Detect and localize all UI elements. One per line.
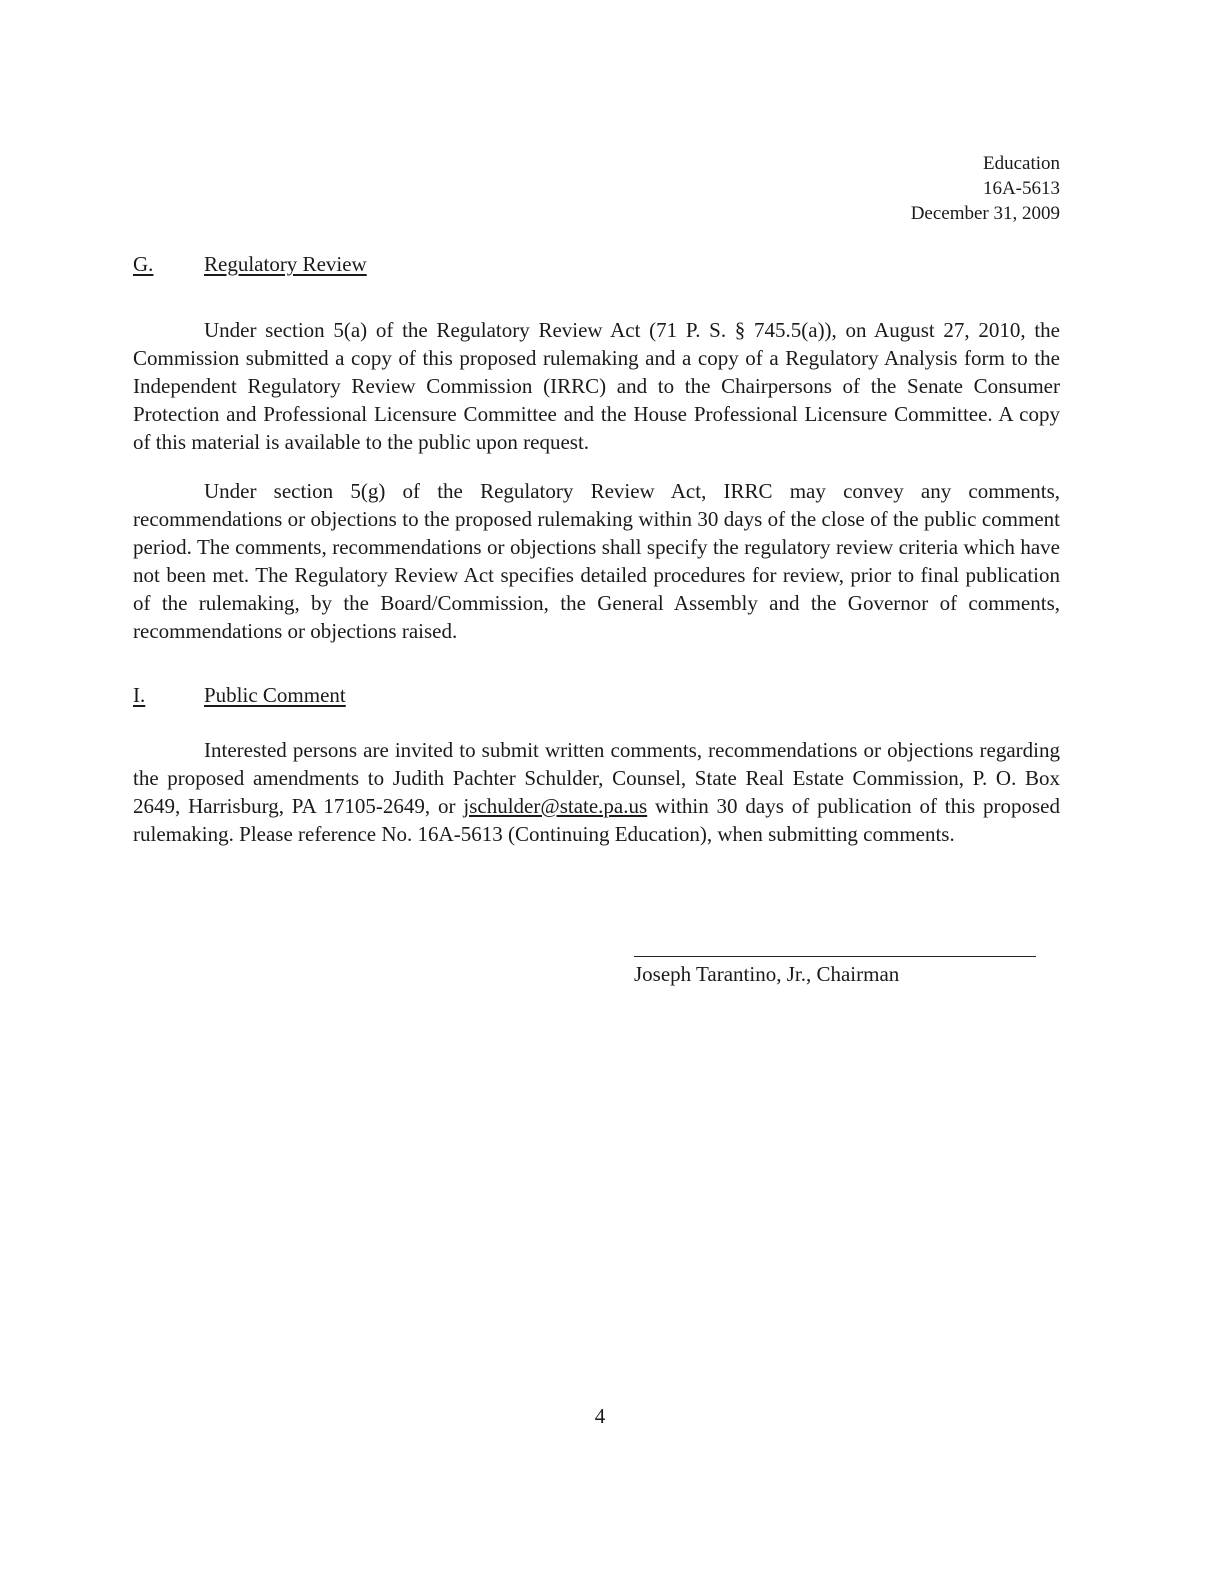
section-g-number: G. <box>133 252 154 276</box>
email-link[interactable]: jschulder@state.pa.us <box>463 794 648 818</box>
section-i-text-after-email: within 30 days of publication of this proposed rulemaking. Please reference No. 16A-5613 (Continuing Education), when submitting comments. <box>133 794 1060 846</box>
section-i-text-before-email: Interested persons are invited to submit written comments, recommendations or objections regarding the proposed amendments to Judith Pachter Schulder, Counsel, State Real Estate Commission, P. O. Box 2649, Harrisburg, PA 17105-2649, or <box>133 738 1060 818</box>
section-i-title: Public Comment <box>204 683 346 707</box>
header-date: December 31, 2009 <box>910 203 1060 224</box>
section-i-number: I. <box>133 683 146 707</box>
section-g-title: Regulatory Review <box>204 252 367 276</box>
section-g-paragraph-1: Under section 5(a) of the Regulatory Review Act (71 P. S. § 745.5(a)), on August 27, 2010, the Commission submitted a copy of this proposed rulemaking and a copy of a Regulatory Analysis form to the Independent Regulatory Review Commission (IRRC) and to the Chairpersons of the Senate Consumer Protection and Professional Licensure Committee and the House Professional Licensure Committee. A copy of this material is available to the public upon request. <box>133 318 1060 454</box>
page-number: 4 <box>594 1404 606 1428</box>
document-header <box>911 151 1060 226</box>
section-g-paragraph-2: Under section 5(g) of the Regulatory Review Act, IRRC may convey any comments, recommendations or objections to the proposed rulemaking within 30 days of the close of the public comment period. The comments, recommendations or objections shall specify the regulatory review criteria which have not been met. The Regulatory Review Act specifies detailed procedures for review, prior to final publication of the rulemaking, by the Board/Commission, the General Assembly and the Governor of comments, recommendations or objections raised. <box>133 479 1060 643</box>
header-subject: Education <box>982 153 1060 174</box>
signature-name: Joseph Tarantino, Jr., Chairman <box>634 962 900 986</box>
section-i-paragraph <box>133 736 1060 848</box>
header-reference-number: 16A-5613 <box>982 178 1060 199</box>
signature-line <box>634 956 1036 957</box>
